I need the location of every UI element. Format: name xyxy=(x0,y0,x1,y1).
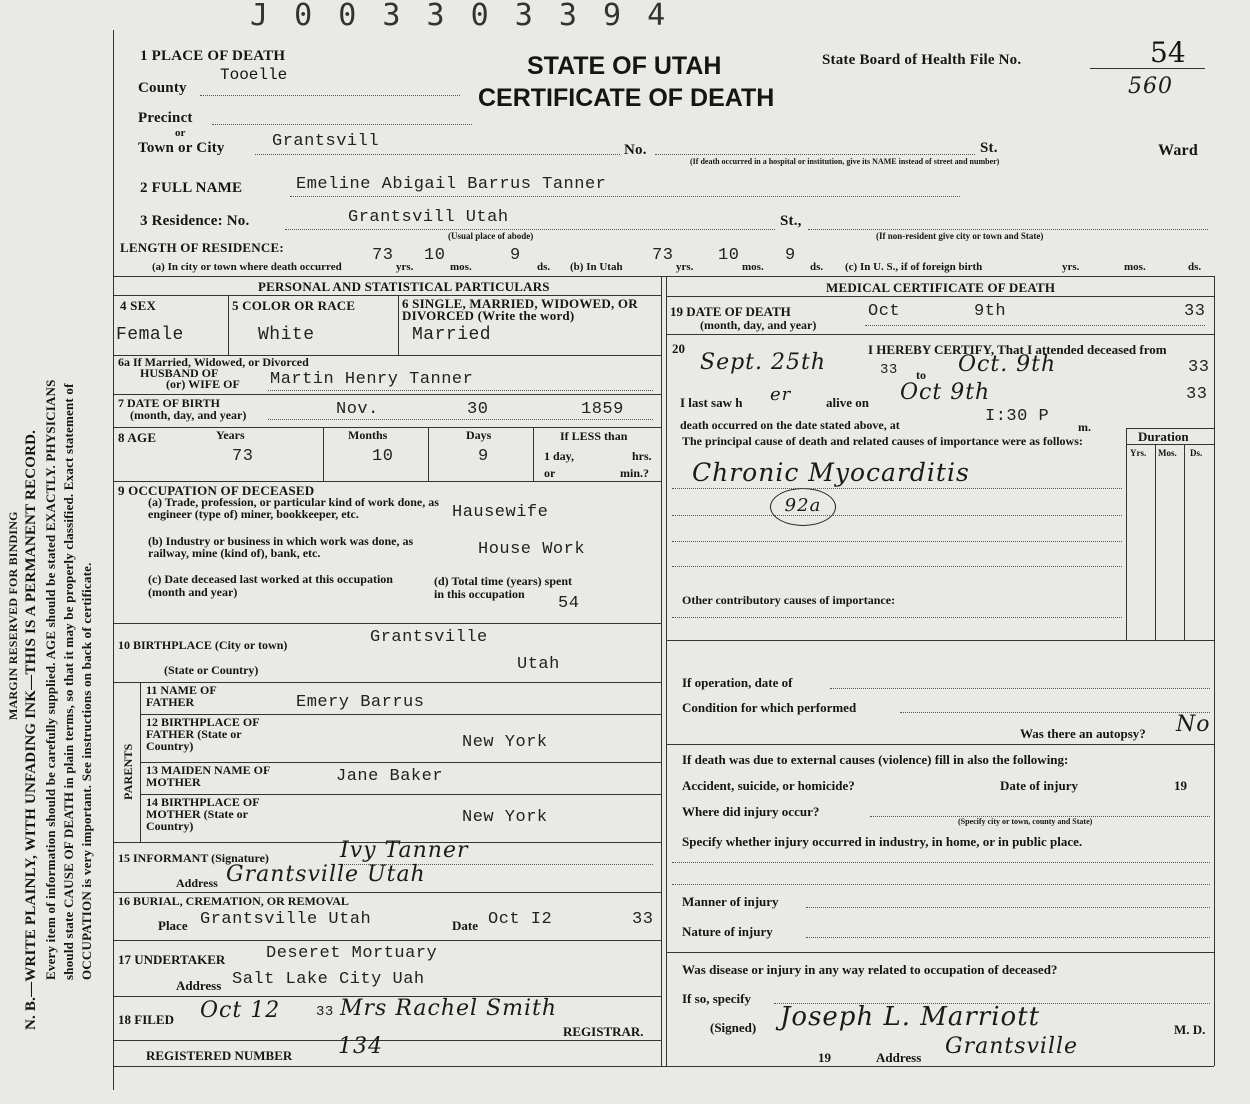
spouse-label-1: 6a If Married, Widowed, or Divorced xyxy=(118,355,309,369)
yrs-label-a: yrs. xyxy=(396,261,414,273)
physician-address: Grantsville xyxy=(945,1034,1079,1059)
file-number-2: 560 xyxy=(1128,74,1173,99)
less-label: If LESS than xyxy=(560,429,628,443)
frame-left xyxy=(113,30,114,1090)
related-label: Was disease or injury in any way related to occupation of deceased? xyxy=(682,962,1058,977)
dob-month: Nov. xyxy=(336,400,379,419)
county-value: Tooelle xyxy=(220,66,288,84)
age-div-1 xyxy=(323,427,324,481)
signed-label: (Signed) xyxy=(710,1020,757,1035)
residence-line-2 xyxy=(808,229,1208,230)
length-b-mos: 10 xyxy=(718,246,740,265)
or-label-2: or xyxy=(544,466,556,480)
birthplace-state: Utah xyxy=(517,655,560,674)
precinct-label: Precinct xyxy=(138,110,193,126)
duration-div-2 xyxy=(1184,444,1185,640)
file-line xyxy=(1090,68,1205,69)
operation-label: If operation, date of xyxy=(682,675,793,690)
regnum-label: REGISTERED NUMBER xyxy=(146,1048,293,1063)
st-label: St. xyxy=(980,140,998,156)
mother-value: Jane Baker xyxy=(336,767,444,786)
row-occ-bottom xyxy=(113,623,661,624)
birthplace-label: 10 BIRTHPLACE (City or town) xyxy=(118,638,288,652)
length-b-label: (b) In Utah xyxy=(570,261,623,273)
frame-top-personal xyxy=(113,276,666,277)
sub-heading-line-r xyxy=(666,296,1214,297)
cause-code: 92a xyxy=(770,488,836,526)
frame-right xyxy=(1214,276,1215,1066)
mos-label-c: mos. xyxy=(1124,261,1146,273)
spouse-label-2: HUSBAND OF xyxy=(140,366,219,380)
dod-sub: (month, day, and year) xyxy=(700,318,817,332)
attended-from: Sept. 25th xyxy=(700,350,827,375)
margin-instructions-3: OCCUPATION is very important. See instructions on back of certificate. xyxy=(79,562,94,980)
no-line xyxy=(655,154,975,155)
age-days: 9 xyxy=(478,447,489,466)
saw-label: I last saw h xyxy=(680,395,743,410)
yrs-label-b: yrs. xyxy=(676,261,694,273)
occ-b-label: (b) Industry or business in which work was done, as railway, mine (kind of), bank, etc. xyxy=(148,534,414,560)
spouse-line xyxy=(268,390,653,391)
accident-label: Accident, suicide, or homicide? xyxy=(682,778,855,793)
residence-label: 3 Residence: No. xyxy=(140,213,250,229)
cause-line-5 xyxy=(672,617,1122,618)
certify-text: I HEREBY CERTIFY, That I attended deceased from xyxy=(868,342,1167,357)
dob-line xyxy=(268,419,653,420)
abode-note: (Usual place of abode) xyxy=(448,231,534,241)
cause-line-1 xyxy=(672,488,1122,489)
years-label: Years xyxy=(216,428,245,442)
occ-a-value: Hausewife xyxy=(452,503,549,522)
dod-year: 33 xyxy=(1184,302,1206,321)
full-name-label: 2 FULL NAME xyxy=(140,180,243,196)
duration-ds: Ds. xyxy=(1190,448,1203,458)
duration-div-0 xyxy=(1126,428,1127,640)
days-label: Days xyxy=(466,428,492,442)
autopsy-value: No xyxy=(1176,712,1211,737)
saw-value: er xyxy=(770,384,792,405)
undertaker-label: 17 UNDERTAKER xyxy=(118,952,226,967)
margin-binding-note: MARGIN RESERVED FOR BINDING xyxy=(6,511,20,720)
length-a-label: (a) In city or town where death occurred xyxy=(152,261,342,273)
row-filed-bottom xyxy=(113,1040,661,1041)
occurred-label: death occurred on the date stated above, at xyxy=(680,418,900,432)
mos-label-a: mos. xyxy=(450,261,472,273)
full-name-line xyxy=(290,196,960,197)
md-label: M. D. xyxy=(1174,1022,1206,1037)
age-div-3 xyxy=(533,427,534,481)
nature-line xyxy=(806,937,1210,938)
condition-label: Condition for which performed xyxy=(682,700,857,715)
dob-sub: (month, day, and year) xyxy=(130,408,247,422)
ward-label: Ward xyxy=(1158,142,1198,159)
min-label: min.? xyxy=(620,466,650,480)
age-years: 73 xyxy=(232,447,254,466)
injury-date-label: Date of injury xyxy=(1000,778,1078,793)
color-value: White xyxy=(258,325,315,345)
marital-label-1: 6 SINGLE, MARRIED, WIDOWED, OR DIVORCED (Write the word) xyxy=(402,296,638,323)
sig-year-label: 19 xyxy=(818,1050,831,1065)
file-number-label: State Board of Health File No. xyxy=(822,52,1022,68)
length-a-yrs: 73 xyxy=(372,246,394,265)
color-label: 5 COLOR OR RACE xyxy=(232,298,356,313)
informant-label: 15 INFORMANT (Signature) xyxy=(118,851,269,865)
age-label: 8 AGE xyxy=(118,430,157,445)
day-label: 1 day, xyxy=(544,449,575,463)
father-label: 11 NAME OF FATHER xyxy=(146,683,217,709)
precinct-line xyxy=(212,124,472,125)
birthplace-state-label: (State or Country) xyxy=(164,663,259,677)
external-label: If death was due to external causes (violence) fill in also the following: xyxy=(682,752,1069,767)
occ-a-label: (a) Trade, profession, or particular kind of work done, as engineer (type of) miner, bookkeeper, etc. xyxy=(148,495,439,521)
no-label: No. xyxy=(624,142,647,158)
burial-label: 16 BURIAL, CREMATION, OR REMOVAL xyxy=(118,894,349,908)
hospital-note: (If death occurred in a hospital or institution, give its NAME instead of street and number) xyxy=(690,157,1000,166)
row-burial-bottom xyxy=(113,940,661,941)
row-age-bottom xyxy=(113,481,661,482)
sex-divider xyxy=(228,295,229,355)
burial-place-label: Place xyxy=(158,918,188,933)
other-causes-label: Other contributory causes of importance: xyxy=(682,593,896,607)
specify-line-1 xyxy=(672,862,1210,863)
cause-label: The principal cause of death and related causes of importance were as follows: xyxy=(682,434,1083,448)
serial-number: J 0 0 3 3 0 3 3 9 4 xyxy=(250,0,670,33)
occ-heading: 9 OCCUPATION OF DECEASED xyxy=(118,483,315,498)
occ-b-value: House Work xyxy=(478,540,586,559)
dob-label: 7 DATE OF BIRTH xyxy=(118,396,220,410)
injury-year-label: 19 xyxy=(1174,778,1187,793)
medical-heading: MEDICAL CERTIFICATE OF DEATH xyxy=(826,280,1056,295)
alive-label: alive on xyxy=(826,395,869,410)
margin-permanent-note: N. B.—WRITE PLAINLY, WITH UNFADING INK—THIS IS A PERMANENT RECORD. xyxy=(23,429,39,1030)
father-value: Emery Barrus xyxy=(296,693,425,712)
physician-address-label: Address xyxy=(876,1050,922,1065)
length-c-label: (c) In U. S., if of foreign birth xyxy=(845,261,983,273)
undertaker-address-label: Address xyxy=(176,978,222,993)
father-bp-value: New York xyxy=(462,733,548,752)
death-time: I:30 P xyxy=(985,407,1050,426)
birthplace-city: Grantsville xyxy=(370,628,488,647)
m-label: m. xyxy=(1078,420,1091,434)
row-injury-bottom xyxy=(666,952,1214,953)
burial-date: Oct I2 xyxy=(488,910,553,929)
specify-line-2 xyxy=(672,884,1210,885)
mos-label-b: mos. xyxy=(742,261,764,273)
burial-year: 33 xyxy=(632,910,654,929)
where-note: (Specify city or town, county and State) xyxy=(958,817,1093,826)
nonres-note: (If non-resident give city or town and State) xyxy=(876,231,1044,241)
undertaker-address: Salt Lake City Uah xyxy=(232,970,425,989)
frame-bottom xyxy=(113,1066,1214,1067)
duration-div-1 xyxy=(1155,444,1156,640)
frame-top-medical xyxy=(666,276,1214,277)
manner-line xyxy=(806,907,1210,908)
operation-line xyxy=(830,688,1210,689)
file-number: 54 xyxy=(1150,36,1186,69)
sex-label: 4 SEX xyxy=(120,298,157,313)
informant-signature: Ivy Tanner xyxy=(340,838,469,863)
marital-value: Married xyxy=(412,325,492,345)
parents-label: PARENTS xyxy=(121,743,135,800)
filed-date: Oct 12 xyxy=(200,998,281,1023)
informant-address: Grantsville Utah xyxy=(226,862,426,887)
attended-to-year: 33 xyxy=(1188,358,1210,377)
occ-c-label: (c) Date deceased last worked at this occupation (month and year) xyxy=(148,572,393,599)
informant-address-label: Address xyxy=(176,876,218,890)
physician-signature: Joseph L. Marriott xyxy=(780,1002,1041,1032)
row-cause-bottom xyxy=(666,640,1214,641)
filed-year: 33 xyxy=(316,1004,334,1020)
filed-label: 18 FILED xyxy=(118,1012,174,1027)
duration-label: Duration xyxy=(1138,429,1189,444)
cause-value: Chronic Myocarditis xyxy=(692,458,970,487)
mother-bp-label: 14 BIRTHPLACE OF MOTHER (State or Country) xyxy=(146,795,260,833)
cause-line-4 xyxy=(672,566,1122,567)
row-informant-bottom xyxy=(113,892,661,893)
registrar-signature: Mrs Rachel Smith xyxy=(340,996,558,1021)
town-label: Town or City xyxy=(138,140,225,156)
ds-label-c: ds. xyxy=(1188,261,1202,273)
mother-bp-value: New York xyxy=(462,808,548,827)
length-a-mos: 10 xyxy=(424,246,446,265)
specify-label: Specify whether injury occurred in industry, in home, or in public place. xyxy=(682,834,1083,849)
age-months: 10 xyxy=(372,447,394,466)
duration-yrs: Yrs. xyxy=(1130,448,1147,458)
yrs-label-c: yrs. xyxy=(1062,261,1080,273)
alive-date: Oct 9th xyxy=(900,380,991,405)
mother-label: 13 MAIDEN NAME OF MOTHER xyxy=(146,763,270,789)
certificate-title: CERTIFICATE OF DEATH xyxy=(478,84,775,112)
manner-label: Manner of injury xyxy=(682,894,779,909)
length-b-ds: 9 xyxy=(785,246,796,265)
color-divider xyxy=(398,295,399,355)
cause-line-2 xyxy=(672,515,1122,516)
full-name-value: Emeline Abigail Barrus Tanner xyxy=(296,175,607,194)
length-label: LENGTH OF RESIDENCE: xyxy=(120,240,284,255)
dod-month: Oct xyxy=(868,302,901,321)
undertaker-value: Deseret Mortuary xyxy=(266,944,438,963)
occ-d-value: 54 xyxy=(558,594,580,613)
sex-value: Female xyxy=(116,325,184,345)
ifso-label: If so, specify xyxy=(682,991,751,1006)
nature-label: Nature of injury xyxy=(682,924,773,939)
residence-value: Grantsvill Utah xyxy=(348,208,509,227)
length-b-yrs: 73 xyxy=(652,246,674,265)
father-bp-label: 12 BIRTHPLACE OF FATHER (State or Country) xyxy=(146,715,260,753)
age-div-2 xyxy=(428,427,429,481)
autopsy-label: Was there an autopsy? xyxy=(1020,726,1146,741)
registrar-label: REGISTRAR. xyxy=(563,1024,644,1039)
duration-mos: Mos. xyxy=(1158,448,1177,458)
dod-day: 9th xyxy=(974,302,1007,321)
burial-date-label: Date xyxy=(452,918,478,933)
length-a-ds: 9 xyxy=(510,246,521,265)
row-autopsy-bottom xyxy=(666,744,1214,745)
dod-line xyxy=(865,325,1205,326)
town-value: Grantsvill xyxy=(272,132,380,151)
town-line xyxy=(255,154,620,155)
alive-year: 33 xyxy=(1186,385,1208,404)
hrs-label: hrs. xyxy=(632,449,652,463)
margin-instructions-1: Every item of information should be carefully supplied. AGE should be stated EXACTLY. PHYSICIANS xyxy=(43,379,58,980)
state-title: STATE OF UTAH xyxy=(527,52,722,80)
spouse-label-3: (or) WIFE OF xyxy=(166,377,240,391)
attended-to-label: to xyxy=(916,368,926,382)
attended-to: Oct. 9th xyxy=(958,352,1057,377)
spouse-value: Martin Henry Tanner xyxy=(270,370,474,389)
column-divider xyxy=(666,276,667,1066)
where-label: Where did injury occur? xyxy=(682,804,820,819)
column-divider-b xyxy=(661,276,662,1066)
condition-line xyxy=(900,712,1210,713)
ds-label-b: ds. xyxy=(810,261,824,273)
attended-from-year: 33 xyxy=(880,362,898,378)
county-label: County xyxy=(138,80,187,96)
margin-instructions-2: should state CAUSE OF DEATH in plain terms, so that it may be properly classified. Exact statement of xyxy=(61,383,76,980)
occ-d-label: (d) Total time (years) spent in this occupation xyxy=(434,574,572,601)
certify-number: 20 xyxy=(672,341,685,356)
residence-st: St., xyxy=(780,213,802,229)
personal-heading: PERSONAL AND STATISTICAL PARTICULARS xyxy=(258,279,550,294)
row-spouse-bottom xyxy=(113,394,661,395)
dod-label: 19 DATE OF DEATH xyxy=(670,304,791,319)
months-label: Months xyxy=(348,428,388,442)
dob-year: 1859 xyxy=(581,400,624,419)
burial-place: Grantsville Utah xyxy=(200,910,372,929)
cause-line-3 xyxy=(672,541,1122,542)
dob-day: 30 xyxy=(467,400,489,419)
regnum-value: 134 xyxy=(338,1034,383,1059)
residence-line xyxy=(285,229,775,230)
or-label: or xyxy=(175,127,186,139)
ds-label-a: ds. xyxy=(537,261,551,273)
row-dod-bottom xyxy=(666,334,1214,335)
county-line xyxy=(200,95,460,96)
place-heading: 1 PLACE OF DEATH xyxy=(140,48,286,64)
